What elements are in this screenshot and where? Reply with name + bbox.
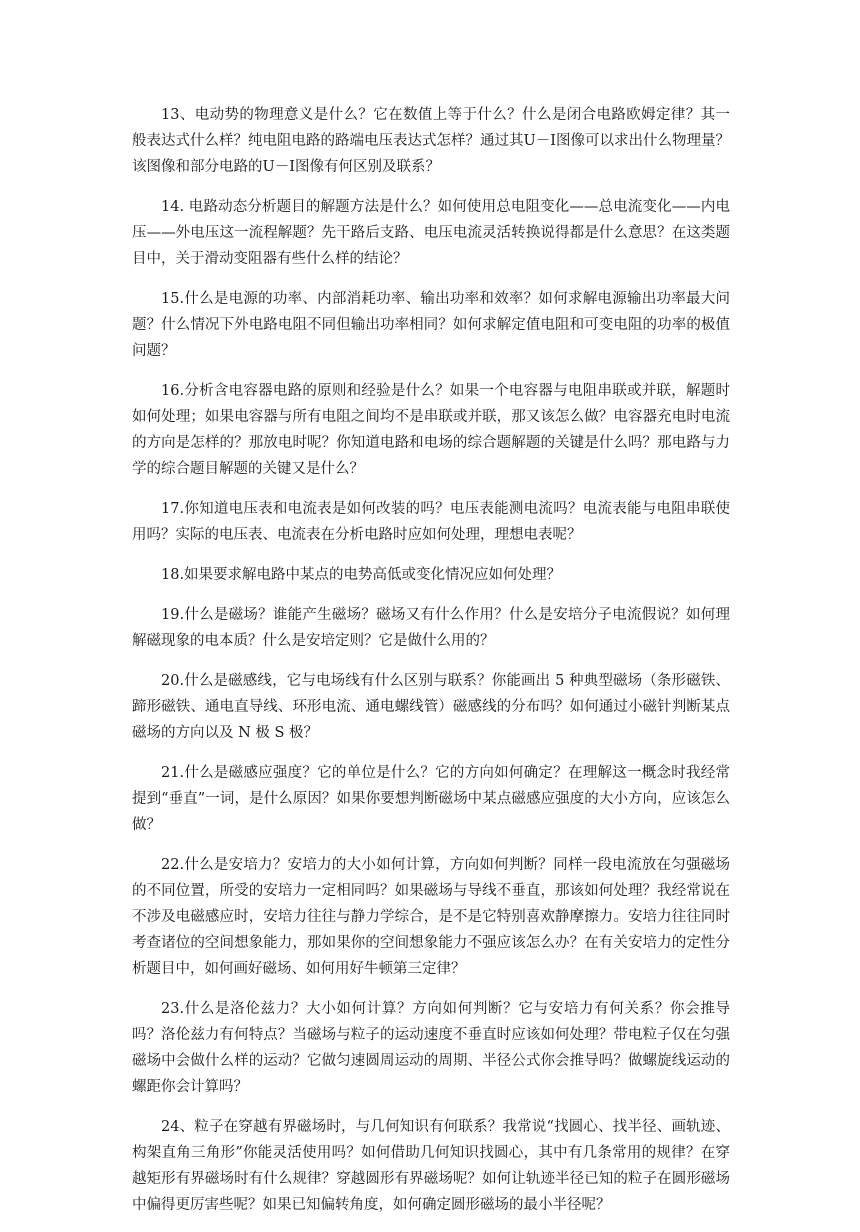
question-18: 18.如果要求解电路中某点的电势高低或变化情况应如何处理？ xyxy=(161,567,562,583)
document-body xyxy=(132,102,730,1232)
question-23: 23.什么是洛伦兹力？大小如何计算？方向如何判断？它与安培力有何关系？你会推导吗？洛伦兹力有何特点？当磁场与粒子的运动速度不垂直时应该如何处理？带电粒子仅在匀强磁场中会做什么样的运动？它做匀速圆周运动的周期、半径公式你会推导吗？做螺旋线运动的螺距你会计算吗？ xyxy=(132,1001,730,1095)
question-21: 21.什么是磁感应强度？它的单位是什么？它的方向如何确定？在理解这一概念时我经常提到“垂直”一词，是什么原因？如果你要想判断磁场中某点磁感应强度的大小方向，应该怎么做？ xyxy=(132,765,730,833)
question-17: 17.你知道电压表和电流表是如何改装的吗？电压表能测电流吗？电流表能与电阻串联使用吗？实际的电压表、电流表在分析电路时应如何处理，理想电表呢？ xyxy=(132,501,730,543)
question-24: 24、粒子在穿越有界磁场时，与几何知识有何联系？我常说“找圆心、找半径、画轨迹、构架直角三角形”你能灵活使用吗？如何借助几何知识找圆心，其中有几条常用的规律？在穿越矩形有界磁场时有什么规律？穿越圆形有界磁场呢？如何让轨迹半径已知的粒子在圆形磁场中偏得更厉害些呢？如果已知偏转角度，如何确定圆形磁场的最小半径呢？ xyxy=(132,1119,730,1213)
question-14: 14. 电路动态分析题目的解题方法是什么？如何使用总电阻变化——总电流变化——内电压——外电压这一流程解题？先干路后支路、电压电流灵活转换说得都是什么意思？在这类题目中，关于滑动变阻器有些什么样的结论？ xyxy=(132,199,730,267)
question-16: 16.分析含电容器电路的原则和经验是什么？如果一个电容器与电阻串联或并联，解题时如何处理；如果电容器与所有电阻之间均不是串联或并联，那又该怎么做？电容器充电时电流的方向是怎样的？那放电时呢？你知道电路和电场的综合题解题的关键是什么吗？那电路与力学的综合题目解题的关键又是什么？ xyxy=(132,383,730,477)
question-19: 19.什么是磁场？谁能产生磁场？磁场又有什么作用？什么是安培分子电流假说？如何理解磁现象的电本质？什么是安培定则？它是做什么用的？ xyxy=(132,607,730,649)
question-20: 20.什么是磁感线，它与电场线有什么区别与联系？你能画出 5 种典型磁场（条形磁铁、蹄形磁铁、通电直导线、环形电流、通电螺线管）磁感线的分布吗？如何通过小磁针判断某点磁场的方向以及 N 极 S 极？ xyxy=(132,673,730,741)
question-15: 15.什么是电源的功率、内部消耗功率、输出功率和效率？如何求解电源输出功率最大问题？什么情况下外电路电阻不同但输出功率相同？如何求解定值电阻和可变电阻的功率的极值问题？ xyxy=(132,291,730,359)
question-13: 13、电动势的物理意义是什么？它在数值上等于什么？什么是闭合电路欧姆定律？其一般表达式什么样？纯电阻电路的路端电压表达式怎样？通过其U－I图像可以求出什么物理量？该图像和部分电路的U－I图像有何区别及联系？ xyxy=(132,107,730,175)
question-22: 22.什么是安培力？安培力的大小如何计算，方向如何判断？同样一段电流放在匀强磁场的不同位置，所受的安培力一定相同吗？如果磁场与导线不垂直，那该如何处理？我经常说在不涉及电磁感应时，安培力往往与静力学综合，是不是它特别喜欢静摩擦力。安培力往往同时考查诸位的空间想象能力，那如果你的空间想象能力不强应该怎么办？在有关安培力的定性分析题目中，如何画好磁场、如何用好牛顿第三定律？ xyxy=(132,857,730,977)
